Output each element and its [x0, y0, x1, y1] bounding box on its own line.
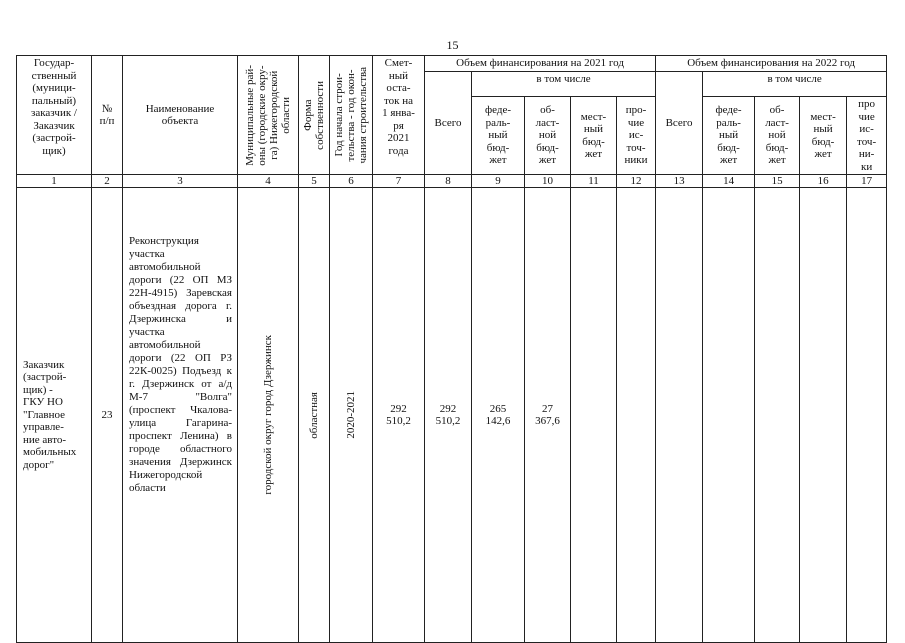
- header-regional-2021: об- ласт- ной бюд- жет: [525, 97, 571, 175]
- header-other-2022: про чие ис- точ- ни- ки: [847, 97, 887, 175]
- column-number: 7: [373, 175, 425, 188]
- column-number: 3: [123, 175, 238, 188]
- row-municipality: городской округ город Дзержинск: [238, 188, 299, 643]
- header-fin-2022: Объем финансирования на 2022 год: [656, 56, 887, 72]
- table-row: [17, 188, 887, 643]
- header-municipality: Муниципальные рай- оны (городские окру- га) Нижегородской области: [238, 56, 299, 175]
- header-total-2021: Всего: [425, 72, 472, 175]
- column-number: 2: [92, 175, 123, 188]
- row-federal-2022: [703, 188, 755, 643]
- column-number: 1: [17, 175, 92, 188]
- column-number: 6: [330, 175, 373, 188]
- header-including-2022: в том числе: [703, 72, 887, 97]
- row-other-2022: [847, 188, 887, 643]
- header-total-2022: Всего: [656, 72, 703, 175]
- row-total-2021: 292 510,2: [425, 188, 472, 643]
- column-number: 8: [425, 175, 472, 188]
- header-local-2022: мест- ный бюд- жет: [800, 97, 847, 175]
- row-regional-2021: 27 367,6: [525, 188, 571, 643]
- page-number: 15: [446, 38, 459, 52]
- row-local-2022: [800, 188, 847, 643]
- row-years: 2020-2021: [330, 188, 373, 643]
- header-other-2021: про- чие ис- точ- ники: [617, 97, 656, 175]
- header-estimate: Смет- ный оста- ток на 1 янва- ря 2021 года: [373, 56, 425, 175]
- row-total-2022: [656, 188, 703, 643]
- column-number: 17: [847, 175, 887, 188]
- financing-table: [16, 55, 887, 643]
- header-regional-2022: об- ласт- ной бюд- жет: [755, 97, 800, 175]
- column-number: 5: [299, 175, 330, 188]
- row-federal-2021: 265 142,6: [472, 188, 525, 643]
- header-local-2021: мест- ный бюд- жет: [571, 97, 617, 175]
- header-fin-2021: Объем финансирования на 2021 год: [425, 56, 656, 72]
- header-ownership: Форма собственности: [299, 56, 330, 175]
- column-number: 4: [238, 175, 299, 188]
- column-number: 15: [755, 175, 800, 188]
- row-customer: Заказчик (застрой- щик) - ГКУ НО "Главное управле- ние авто- мобильных дорог": [17, 188, 92, 643]
- header-years: Год начала строи- тельства - год окон- чания строительства: [330, 56, 373, 175]
- column-number: 12: [617, 175, 656, 188]
- row-ownership: областная: [299, 188, 330, 643]
- column-number: 16: [800, 175, 847, 188]
- header-customer: Государ- ственный (муници- пальный) заказчик / Заказчик (застрой- щик): [17, 56, 92, 175]
- row-object-name: Реконструкция участка автомобильной дороги (22 ОП МЗ 22Н-4915) Заревская объездная дорога г. Дзержинска и участка автомобильной дороги (22 ОП РЗ 22К-0025) Подъезд к г. Дзержинск от а/д М-7 "Волга" (проспект Чкалова-улица Гагарина-проспект Ленина) в городе областного значения Дзержинск Нижегородской области: [123, 188, 238, 643]
- column-number: 13: [656, 175, 703, 188]
- header-object-name: Наименование объекта: [123, 56, 238, 175]
- header-including-2021: в том числе: [472, 72, 656, 97]
- row-estimate: 292 510,2: [373, 188, 425, 643]
- row-local-2021: [571, 188, 617, 643]
- column-number: 14: [703, 175, 755, 188]
- row-regional-2022: [755, 188, 800, 643]
- header-federal-2022: феде- раль- ный бюд- жет: [703, 97, 755, 175]
- row-other-2021: [617, 188, 656, 643]
- column-number: 10: [525, 175, 571, 188]
- row-num: 23: [92, 188, 123, 643]
- column-number: 9: [472, 175, 525, 188]
- header-federal-2021: феде- раль- ный бюд- жет: [472, 97, 525, 175]
- column-number: 11: [571, 175, 617, 188]
- column-numbers-row: [17, 175, 887, 188]
- header-num: № п/п: [92, 56, 123, 175]
